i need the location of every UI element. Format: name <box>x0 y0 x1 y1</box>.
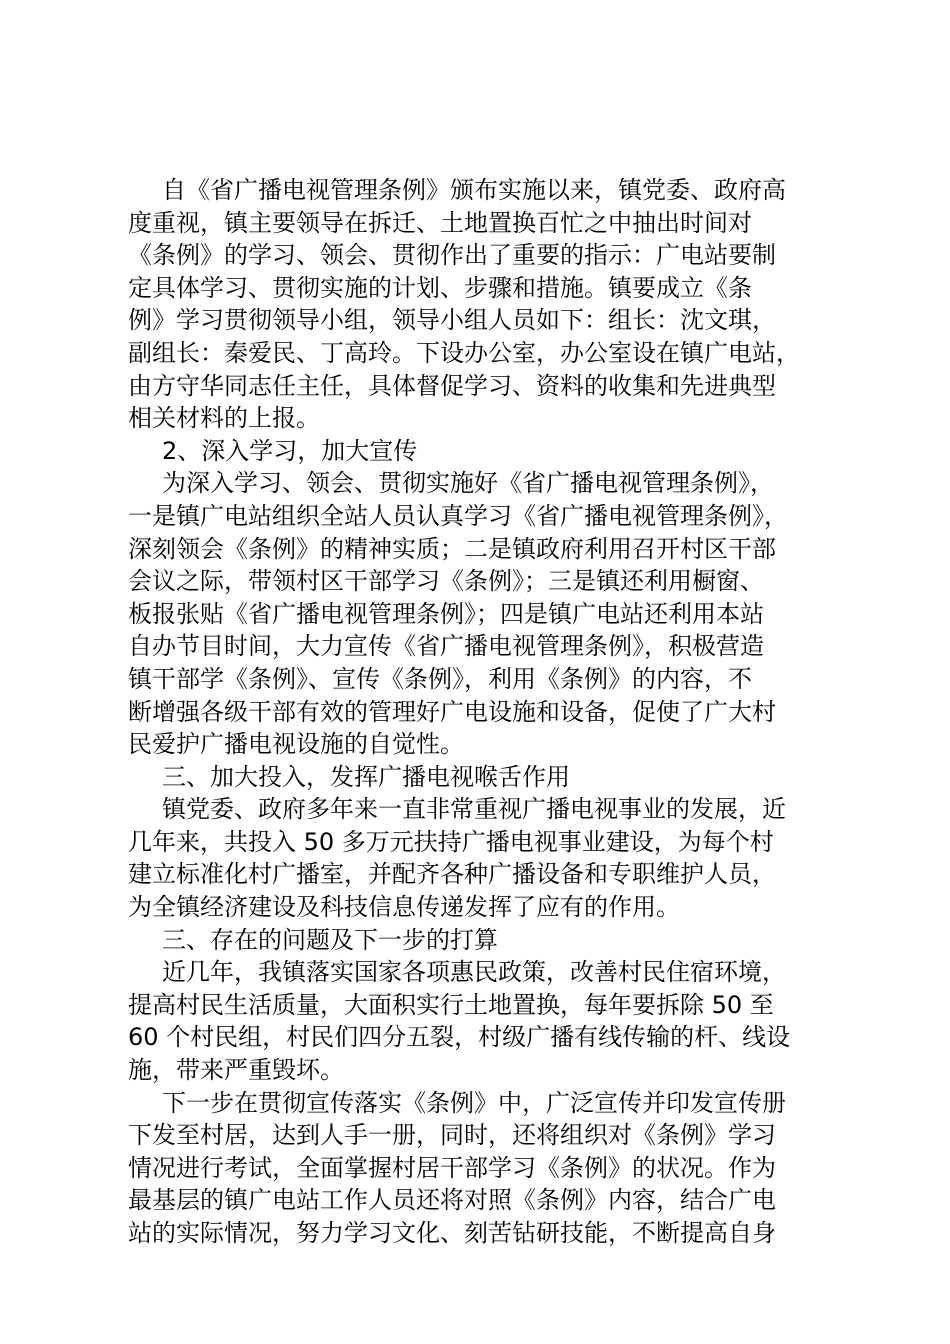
paragraph-1-line-8: 相关材料的上报。 <box>128 404 320 433</box>
paragraph-2-line-5: 板报张贴《省广播电视管理条例》；四是镇广电站还利用本站 <box>128 599 764 628</box>
paragraph-2-line-1: 为深入学习、领会、贯彻实施好《省广播电视管理条例》， <box>162 469 774 498</box>
paragraph-4-line-2: 提高村民生活质量，大面积实行土地置换，每年要拆除 50 至 <box>128 990 774 1019</box>
paragraph-4-line-3: 60 个村民组，村民们四分五裂，村级广播有线传输的杆、线设 <box>128 1023 791 1052</box>
paragraph-2-line-4: 会议之际，带领村区干部学习《条例》；三是镇还利用橱窗、 <box>128 567 764 596</box>
paragraph-1-line-5: 例》学习贯彻领导小组，领导小组人员如下：组长：沈文琪， <box>128 306 776 335</box>
paragraph-1-line-4: 定具体学习、贯彻实施的计划、步骤和措施。镇要成立《条 <box>128 273 752 302</box>
paragraph-2-line-7: 镇干部学《条例》、宣传《条例》，利用《条例》的内容，不 <box>128 664 752 693</box>
paragraph-5-line-5: 站的实际情况，努力学习文化、刻苦钻研技能，不断提高自身 <box>128 1219 776 1247</box>
paragraph-4-line-1: 近几年，我镇落实国家各项惠民政策，改善村民住宿环境， <box>162 958 786 987</box>
paragraph-2-line-9: 民爱护广播电视设施的自觉性。 <box>128 730 464 759</box>
paragraph-3-line-1: 镇党委、政府多年来一直非常重视广播电视事业的发展，近 <box>162 795 786 824</box>
paragraph-5-line-4: 最基层的镇广电站工作人员还将对照《条例》内容，结合广电 <box>128 1186 776 1215</box>
document-body <box>128 174 840 1250</box>
paragraph-3-line-4: 为全镇经济建设及科技信息传递发挥了应有的作用。 <box>128 893 680 922</box>
paragraph-1-line-6: 副组长：秦爱民、丁高玲。下设办公室，办公室设在镇广电站， <box>128 338 800 367</box>
paragraph-2-line-6: 自办节目时间，大力宣传《省广播电视管理条例》，积极营造 <box>128 632 764 661</box>
paragraph-5-line-2: 下发至村居，达到人手一册，同时，还将组织对《条例》学习 <box>128 1121 776 1150</box>
paragraph-5-line-1: 下一步在贯彻宣传落实《条例》中，广泛宣传并印发宣传册 <box>162 1088 786 1117</box>
paragraph-5-line-3: 情况进行考试，全面掌握村居干部学习《条例》的状况。作为 <box>128 1153 776 1182</box>
paragraph-4-line-4: 施，带来严重毁坏。 <box>128 1056 344 1085</box>
paragraph-2-line-3: 深刻领会《条例》的精神实质；二是镇政府利用召开村区干部 <box>128 534 776 563</box>
paragraph-2-line-8: 断增强各级干部有效的管理好广电设施和设备，促使了广大村 <box>128 697 776 726</box>
section-heading-problems: 三、存在的问题及下一步的打算 <box>162 925 498 954</box>
section-heading-study: 2、深入学习，加大宣传 <box>162 436 418 465</box>
paragraph-1-line-1: 自《省广播电视管理条例》颁布实施以来，镇党委、政府高 <box>162 176 786 204</box>
paragraph-1-line-7: 由方守华同志任主任，具体督促学习、资料的收集和先进典型 <box>128 371 776 400</box>
paragraph-3-line-3: 建立标准化村广播室，并配齐各种广播设备和专职维护人员， <box>128 860 776 889</box>
paragraph-1-line-2: 度重视，镇主要领导在拆迁、土地置换百忙之中抽出时间对 <box>128 208 752 237</box>
paragraph-2-line-2: 一是镇广电站组织全站人员认真学习《省广播电视管理条例》， <box>128 501 788 530</box>
section-heading-investment: 三、加大投入，发挥广播电视喉舌作用 <box>162 762 570 791</box>
paragraph-1-line-3: 《条例》的学习、领会、贯彻作出了重要的指示：广电站要制 <box>128 241 776 270</box>
paragraph-3-line-2: 几年来，共投入 50 多万元扶持广播电视事业建设，为每个村 <box>128 827 774 856</box>
